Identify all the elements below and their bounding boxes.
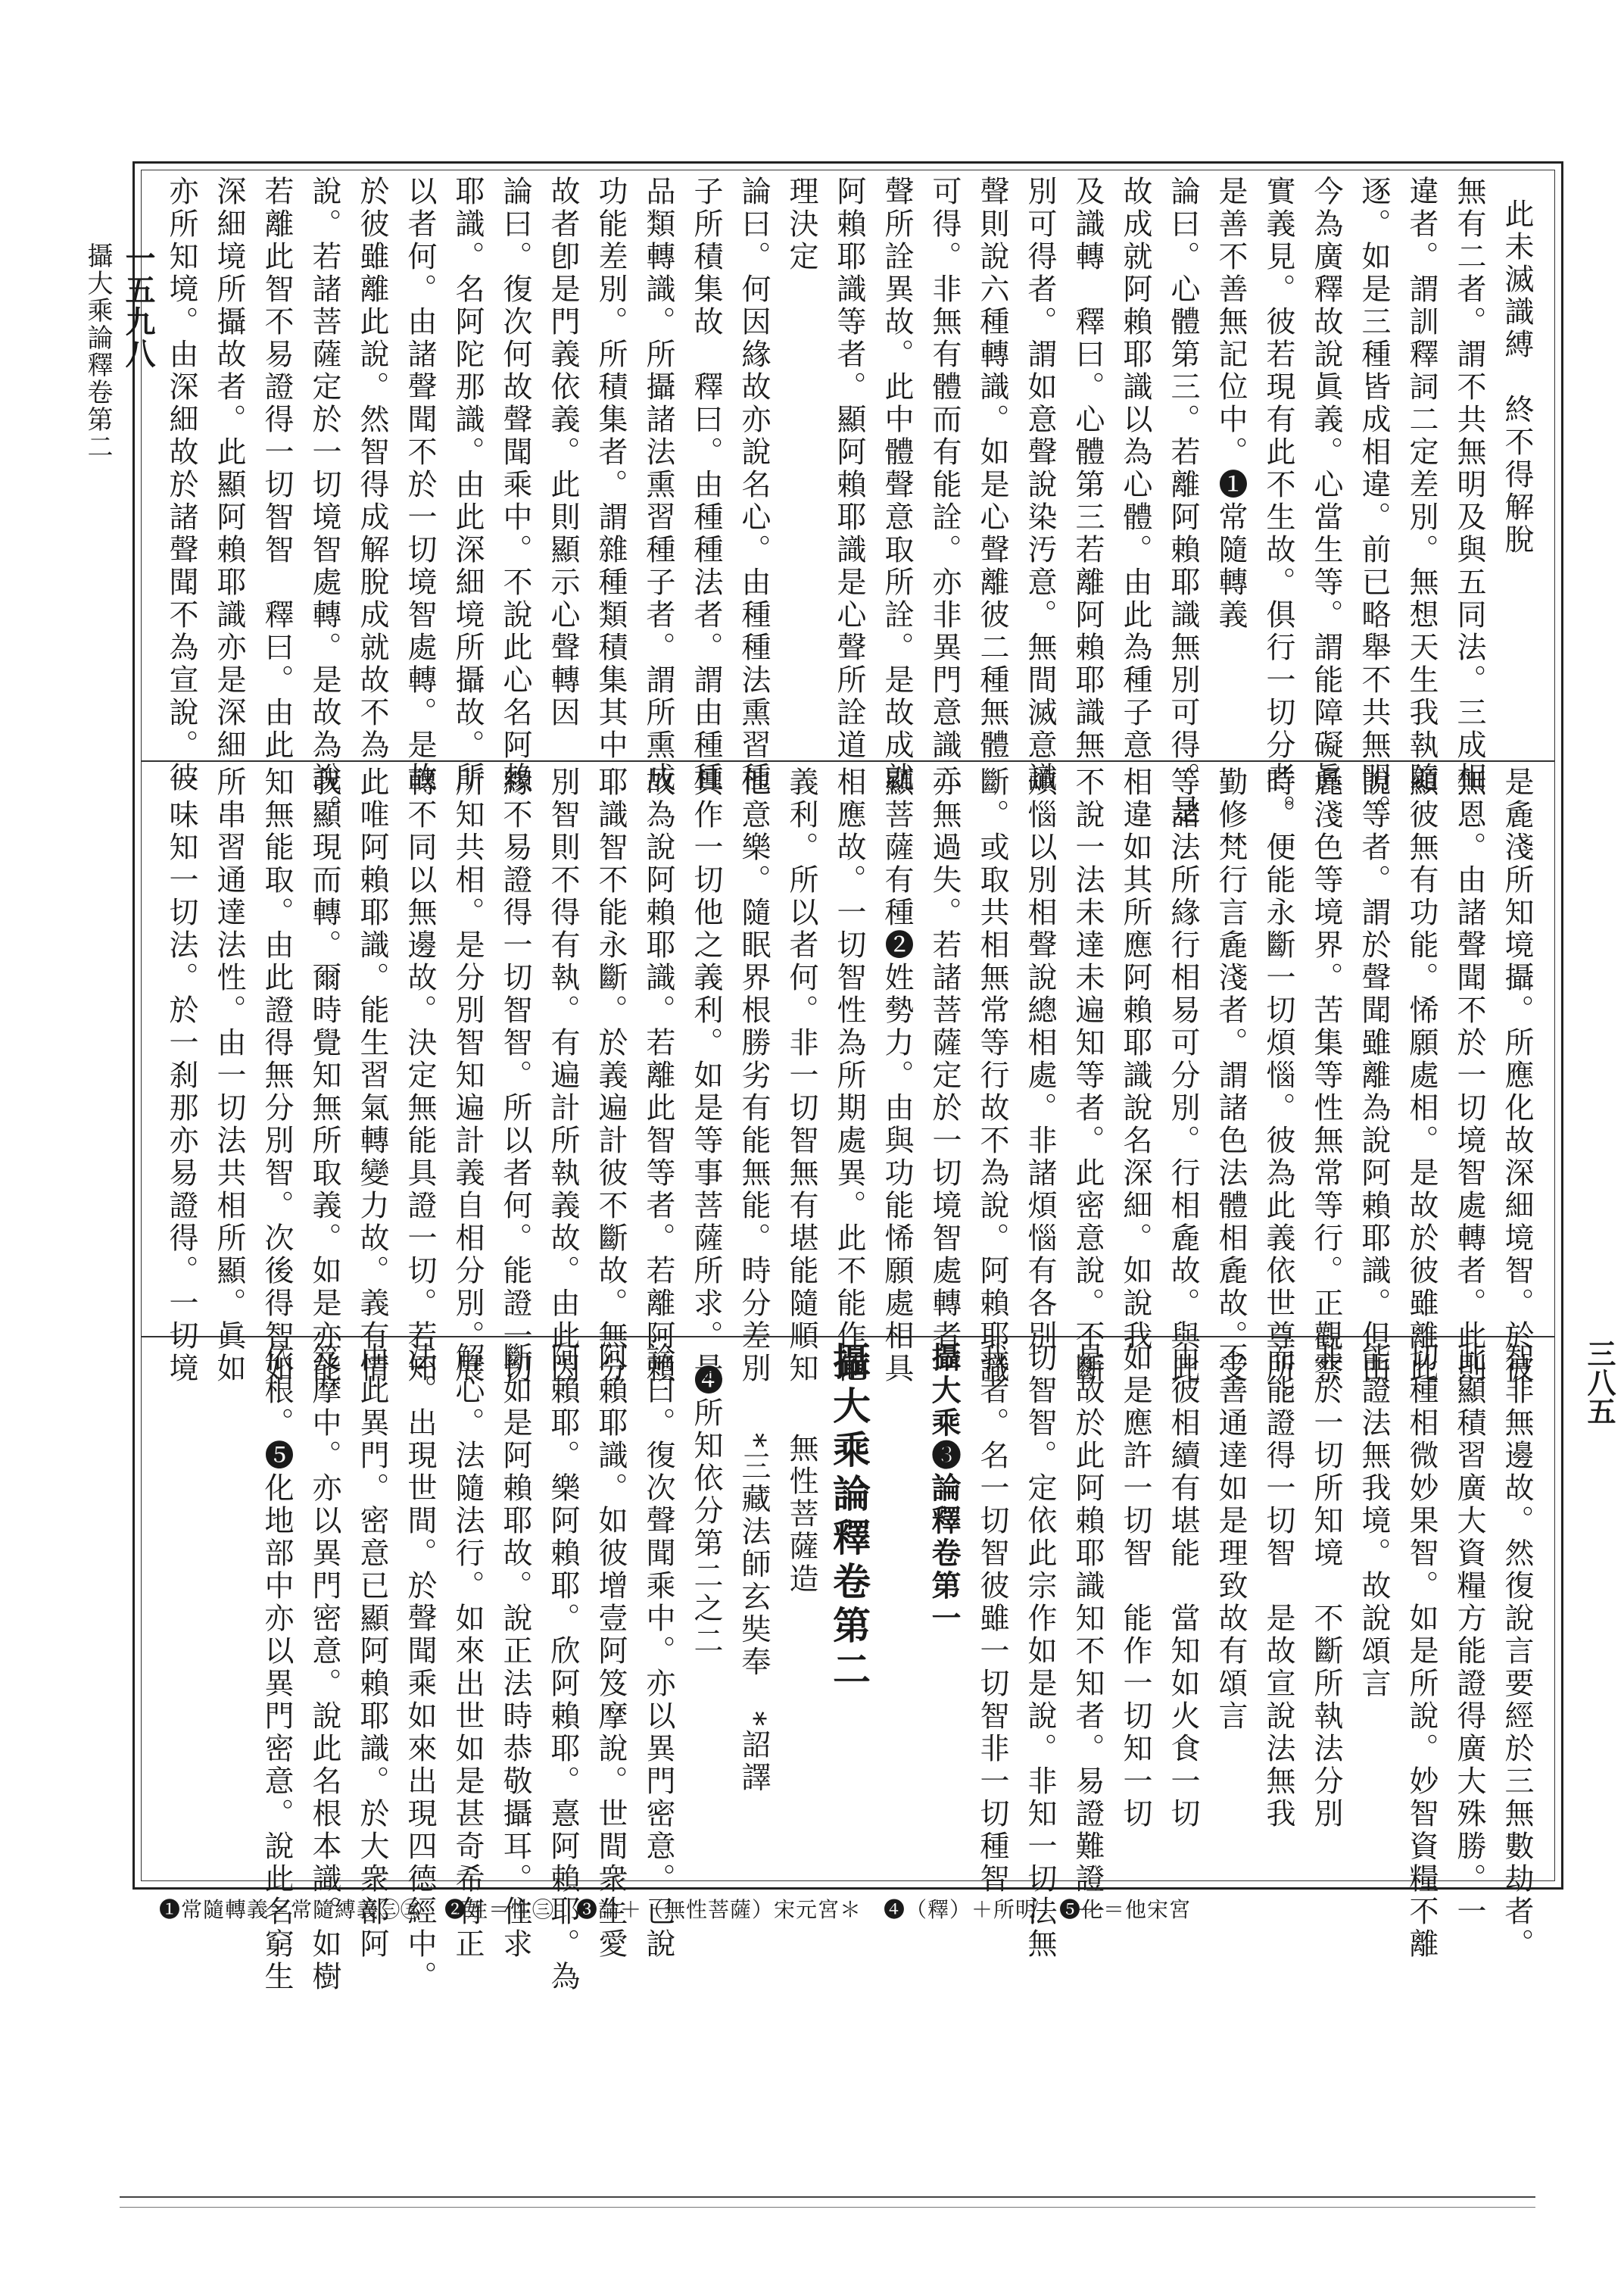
- text-column: 而能證得一切智 是故宣說法無我: [1261, 1342, 1295, 1830]
- text-column: 依根。❺化地部中亦以異門密意。說此名窮生: [260, 1342, 294, 1993]
- text-column: 智非無邊故。然復說言要經於三無數劫者。: [1500, 1342, 1534, 1961]
- text-column: 等諸法所緣行相易可分別。行相麁故。與此: [1166, 766, 1200, 1385]
- text-column: *三藏法師玄奘奉 *詔譯: [737, 1433, 771, 1794]
- text-column: 聲則說六種轉識。如是心聲離彼二種無體: [975, 176, 1009, 762]
- bottom-rule: [120, 2196, 1535, 2198]
- text-column: 深細境所攝故者。此顯阿賴耶識亦是深細: [212, 176, 246, 762]
- text-column: 此唯阿賴耶識。能生習氣轉變力故。義有情: [355, 766, 389, 1385]
- text-column: 顯菩薩有種❷姓勢力。由與功能悕願處相具: [880, 766, 914, 1385]
- text-column: 斷。或取共相無常等行故不為說。阿賴耶識: [975, 766, 1009, 1385]
- text-column: 故成就阿賴耶識以為心體。由此為種子意: [1118, 176, 1152, 762]
- footnotes: ❶常隨轉義＝常隨縛義㊂㊄ ❷姓＝性㊂ ❸論＋（無性菩薩）宋元宮＊ ❹（釋）＋所明 ❺化＝他宋宮: [159, 1897, 1192, 1922]
- text-column: 可得。非無有體而有能詮。亦非異門意識二: [927, 176, 962, 794]
- left-margin-header: [79, 242, 160, 460]
- text-column: 不善通達如是理致故有頌言: [1214, 1342, 1248, 1733]
- text-column: 解心。法隨法行。如來出世如是甚奇希有正: [450, 1342, 485, 1961]
- text-band-middle: [151, 766, 1545, 1418]
- text-column: 所串習通達法性。由一切法共相所顯。眞如: [212, 766, 246, 1385]
- text-column: 不說一法未達未遍知等者。此密意說。不斷: [1071, 766, 1105, 1385]
- text-column: 無恩。由諸聲聞不於一切境智處轉者。此則: [1452, 766, 1486, 1385]
- text-column: 時。便能永斷一切煩惱。彼為此義依世尊所。: [1261, 766, 1295, 1418]
- text-column: 亦無過失。若諸菩薩定於一切境智處轉者。: [927, 766, 962, 1385]
- text-column: 功能差別。所積集者。謂雜種類積集其中: [594, 176, 628, 762]
- text-column: 及識轉 釋曰。心體第三若離阿賴耶識無: [1071, 176, 1105, 762]
- text-column: 聲所詮異故。此中體聲意取所詮。是故成就: [880, 176, 914, 794]
- text-column: 此未滅識縛 終不得解脫: [1500, 198, 1534, 557]
- fascicle-end-title: 攝大乘❸論釋卷第一: [927, 1342, 962, 1635]
- text-column: 別可得者。謂如意聲說染汚意。無間滅意識: [1023, 176, 1057, 794]
- text-column: 是麁淺所知境攝。所應化故深細境智。於彼: [1500, 766, 1534, 1385]
- text-column: 耶識。名阿陀那識。由此深細境所攝故。所: [450, 176, 485, 794]
- text-column: 於彼雖離此說。然智得成解脫成就故不為: [355, 176, 389, 762]
- text-column: 切種相微妙果智。如是所說。妙智資糧不離: [1404, 1342, 1439, 1961]
- text-column: 故為說阿賴耶識。若離此智等者。若離阿賴: [641, 766, 675, 1385]
- text-column: 一味知一切法。於一刹那亦易證得。一切境: [164, 766, 198, 1385]
- text-column: 相應故。一切智性為所期處異。此不能作他: [832, 766, 866, 1385]
- text-column: 今為廣釋故說眞義。心當生等。謂能障礙眞: [1309, 176, 1343, 794]
- text-column: 說等者。謂於聲聞雖離為說阿賴耶識。但由: [1357, 766, 1391, 1385]
- text-column: 切智智。定依此宗作如是說。非知一切法無: [1023, 1342, 1057, 1961]
- text-column: 若離此智不易證得一切智智 釋曰。由此: [260, 176, 294, 762]
- text-column: 無有二者。謂不共無明及與五同法。三成相: [1452, 176, 1486, 794]
- text-column: 故者卽是門義依義。此則顯示心聲轉因: [546, 176, 580, 729]
- text-column: 顯彼無有功能。悕願處相。是故於彼雖離此: [1404, 766, 1439, 1385]
- text-column: 是善不善無記位中。❶常隨轉義: [1214, 176, 1248, 632]
- text-column: 我顯現而轉。爾時覺知無所取義。如是亦能: [307, 766, 341, 1385]
- text-column: 論曰。復次何故聲聞乘中。不說此心名阿賴: [498, 176, 532, 794]
- text-column: 他意樂。隨眠界根勝劣有能無能。時分差別: [737, 766, 771, 1385]
- text-column: 理決定: [784, 176, 818, 273]
- text-column: 此顯積習廣大資糧方能證得廣大殊勝。一: [1452, 1342, 1486, 1928]
- text-column: 如是應許一切智 能作一切知一切: [1118, 1342, 1152, 1830]
- text-column: 勤修梵行言麁淺者。謂諸色法體相麁故。受: [1214, 766, 1248, 1385]
- text-column: 由彼相續有堪能 當知如火食一切: [1166, 1342, 1200, 1830]
- text-column: 由此異門。密意已顯阿賴耶識。於大衆部阿: [355, 1342, 389, 1961]
- text-column: 能證法無我境。故說頌言: [1357, 1342, 1391, 1700]
- text-column: 所知共相。是分別智知遍計義自相分別。展: [450, 766, 485, 1385]
- text-column: 亦所知境。由深細故於諸聲聞不為宣說。彼: [164, 176, 198, 794]
- text-column: 違者。謂訓釋詞二定差別。無想天生我執隨: [1404, 176, 1439, 794]
- text-column: [879, 1342, 914, 1875]
- text-column: 阿賴耶識。如彼增壹阿笈摩說。世間衆生愛: [594, 1342, 628, 1961]
- text-column: 笈摩中。亦以異門密意。說此名根本識。如樹: [307, 1342, 341, 1993]
- text-column: 論曰。復次聲聞乘中。亦以異門密意。已說: [641, 1342, 675, 1961]
- running-title: 攝大乘論釋卷第二: [83, 242, 113, 460]
- text-column: 以者何。由諸聲聞不於一切境智處轉。是故: [403, 176, 437, 794]
- text-column: 實義見。彼若現有此不生故。俱行一切分者。: [1261, 176, 1295, 827]
- text-column: 論曰。心體第三。若離阿賴耶識無別可得。是: [1166, 176, 1200, 827]
- bottom-rule-thin: [120, 2207, 1535, 2208]
- text-column: 轉不同以無邊故。決定無能具證一切。若知: [403, 766, 437, 1385]
- text-column: ❹所知依分第二之二: [689, 1365, 723, 1658]
- text-column: 具作一切他之義利。如是等事菩薩所求。是: [689, 766, 723, 1385]
- text-column: 知無能取。由此證得無分別智。次後得智如: [260, 766, 294, 1385]
- text-column: 阿賴耶識等者。顯阿賴耶識是心聲所詮道: [832, 176, 866, 762]
- text-column: 逐。如是三種皆成相違。前已略舉不共無明。: [1357, 176, 1391, 827]
- text-column: 是故於此阿賴耶識知不知者。易證難證一: [1071, 1342, 1105, 1928]
- text-column: 非於一切所知境 不斷所執法分別: [1309, 1342, 1343, 1830]
- page-number-right: 三八五: [1582, 1339, 1616, 1425]
- text-column: 相違如其所應阿賴耶識說名深細。如說我: [1118, 766, 1152, 1353]
- text-column: 煩惱以別相聲說總相處。非諸煩惱有各別: [1023, 766, 1057, 1353]
- text-band-top: [151, 176, 1545, 827]
- text-column: 品類轉識。所攝諸法熏習種子者。謂所熏成: [641, 176, 675, 794]
- text-column: 說。若諸菩薩定於一切境智處轉。是故為說。: [307, 176, 341, 827]
- text-column: 子所積集故 釋曰。由種種法者。謂由種種: [689, 176, 723, 794]
- page-number-left: 一五九八: [120, 242, 156, 370]
- text-column: 斷如是阿賴耶故。說正法時恭敬攝耳。住求: [498, 1342, 532, 1961]
- text-column: 麁淺色等境界。苦集等性無常等行。正觀察: [1309, 766, 1343, 1385]
- text-column: 論曰。何因緣故亦說名心。由種種法熏習種: [737, 176, 771, 794]
- text-column: 耶識智不能永斷。於義遍計彼不斷故。無分: [594, 766, 628, 1385]
- text-column: 緣不易證得一切智智。所以者何。能證一切: [498, 766, 532, 1385]
- text-column: 法。出現世間。於聲聞乘如來出現四德經中。: [403, 1342, 437, 1993]
- text-column: 義利。所以者何。非一切智無有堪能隨順知: [784, 766, 818, 1385]
- text-column: 別智則不得有執。有遍計所執義故。由此因: [546, 766, 580, 1385]
- text-column: 無性菩薩造: [784, 1433, 818, 1596]
- fascicle-title: 攝大乘論釋卷第二: [827, 1342, 871, 1693]
- text-column: 我者。名一切智彼雖一切智非一切種智: [975, 1342, 1009, 1896]
- text-column: 阿賴耶。樂阿賴耶。欣阿賴耶。憙阿賴耶。為: [546, 1342, 580, 1993]
